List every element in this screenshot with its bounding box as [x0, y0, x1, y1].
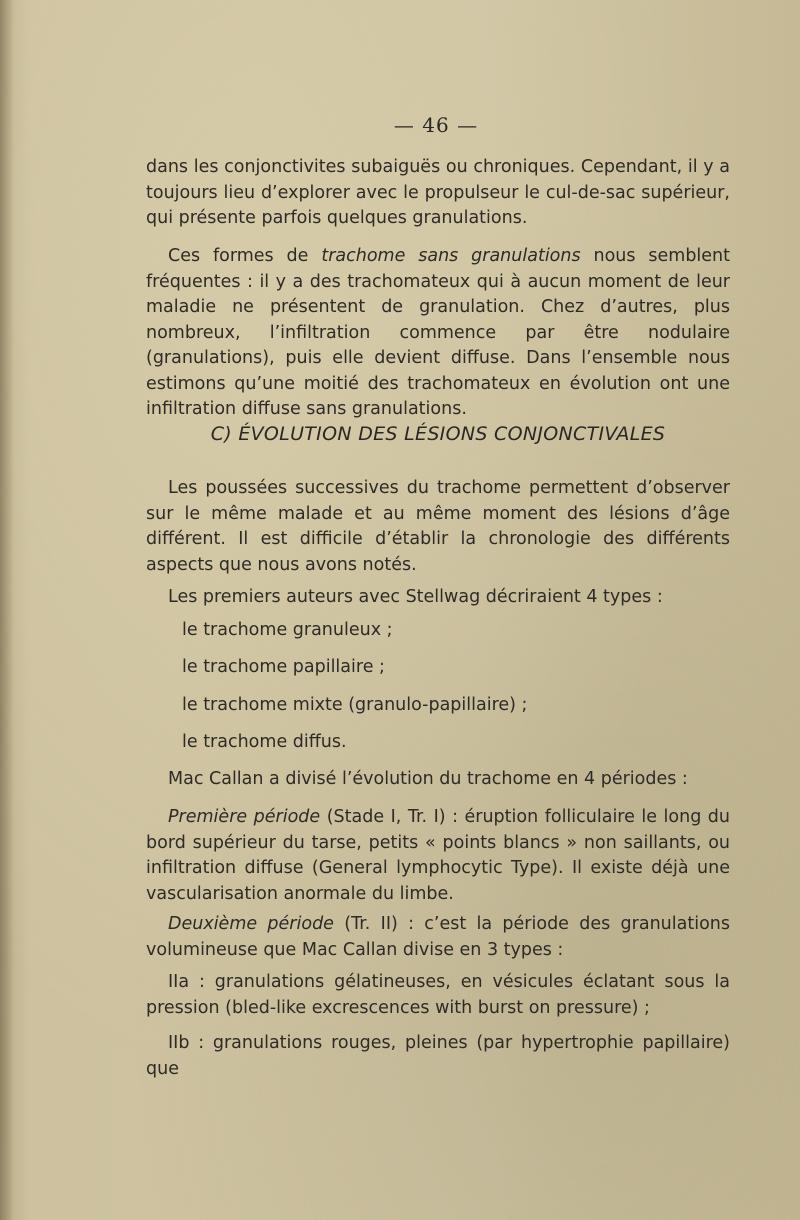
paragraph-text: Mac Callan a divisé l’évolution du trachome en 4 périodes :	[168, 769, 688, 789]
page-number: — 46 —	[393, 113, 479, 137]
list-item-type-4: le trachome diffus.	[182, 732, 347, 752]
page-binding-shadow	[0, 0, 14, 1220]
paragraph-trachome-sans-granulations	[146, 244, 730, 423]
list-item-type-1: le trachome granuleux ;	[182, 620, 393, 640]
paragraph-text: dans les conjonctivites subaiguës ou chroniques. Cependant, il y a toujours lieu d’explorer avec le propulseur le cul-de-sac supérieur, qui présente parfois quelques granulations.	[146, 157, 730, 228]
paragraph-deuxieme-periode	[146, 912, 730, 963]
paragraph-rest: (Stade I, Tr. I) : éruption folliculaire le long du bord supérieur du tarse, petits « points blancs » non saillants, ou infiltration diffuse (General lymphocytic Type). Il existe déjà une vascularisation anormale du limbe.	[146, 807, 731, 904]
list-item-type-3: le trachome mixte (granulo-papillaire) ;	[182, 695, 528, 715]
italic-term: Deuxième période	[168, 914, 334, 934]
list-item-type-2: le trachome papillaire ;	[182, 657, 385, 677]
italic-term: Première période	[168, 807, 321, 827]
paragraph-type-iia	[146, 970, 730, 1021]
italic-term: trachome sans granulations	[321, 246, 581, 266]
paragraph-mac-callan	[146, 767, 730, 793]
paragraph-lead: Ces formes de	[168, 246, 322, 266]
paragraph-continuation	[146, 155, 730, 232]
paragraph-premiere-periode	[146, 805, 730, 907]
paragraph-type-iib	[146, 1031, 730, 1082]
paragraph-text	[146, 912, 730, 963]
section-heading: C) ÉVOLUTION DES LÉSIONS CONJONCTIVALES	[210, 423, 666, 445]
paragraph-text: IIb : granulations rouges, pleines (par hypertrophie papillaire) que	[146, 1033, 730, 1079]
paragraph-poussees	[146, 476, 730, 578]
paragraph-stellwag	[146, 585, 730, 611]
paragraph-text: Les premiers auteurs avec Stellwag décriraient 4 types :	[168, 587, 663, 607]
paragraph-rest: (Tr. II) : c’est la période des granulations volumineuse que Mac Callan divise en 3 types :	[146, 914, 730, 960]
paragraph-text	[146, 805, 730, 907]
paragraph-rest: nous semblent fréquentes : il y a des trachomateux qui à aucun moment de leur maladie ne présentent de granulation. Chez d’autres, plus nombreux, l’infiltration commence par être nodulaire (granulations), puis elle devient diffuse. Dans l’ensemble nous estimons qu’une moitié des trachomateux en évolution ont une infiltration diffuse sans granulations.	[146, 246, 731, 419]
paragraph-text	[146, 244, 730, 423]
paragraph-text: IIa : granulations gélatineuses, en vésicules éclatant sous la pression (bled-like excrescences with burst on pressure) ;	[146, 972, 730, 1018]
paragraph-text: Les poussées successives du trachome permettent d’observer sur le même malade et au même moment des lésions d’âge différent. Il est difficile d’établir la chronologie des différents aspects que nous avons notés.	[146, 478, 730, 575]
